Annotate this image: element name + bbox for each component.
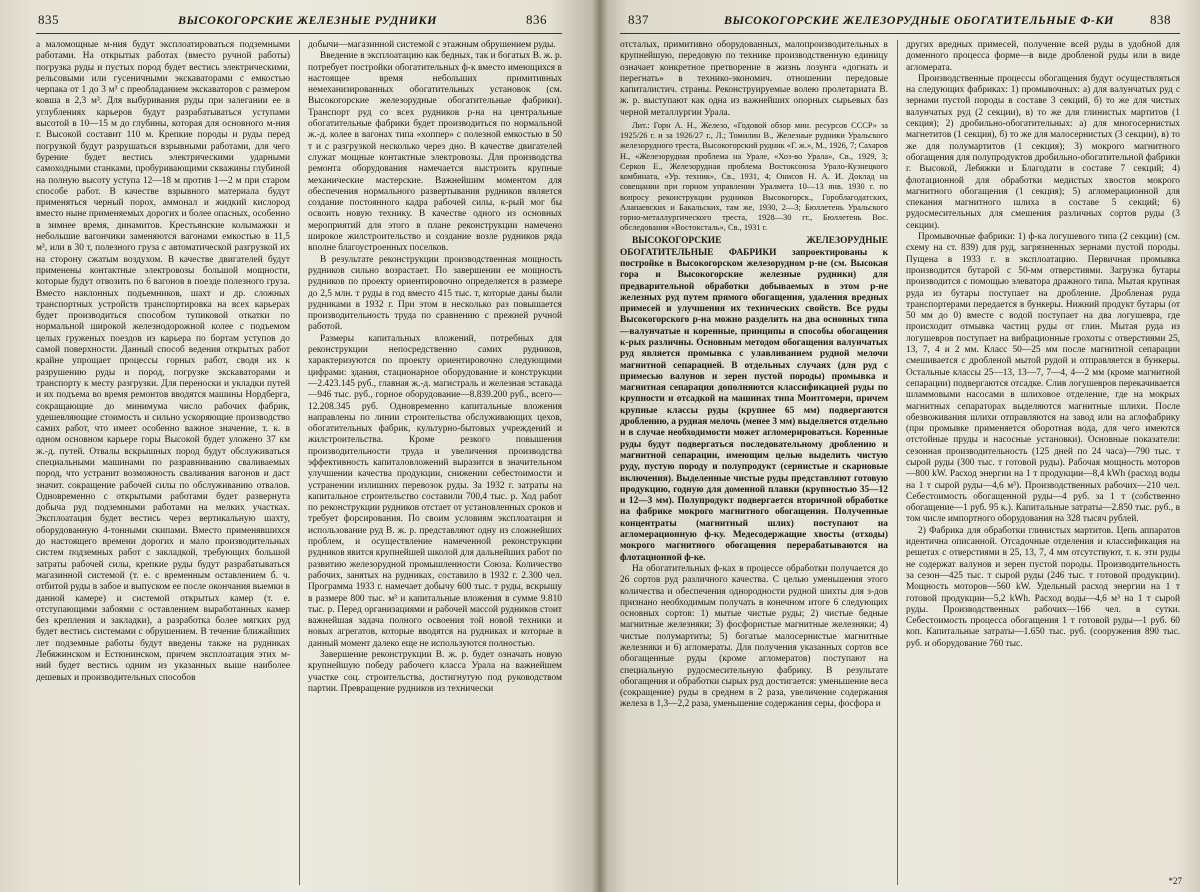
header-rule — [620, 33, 1180, 34]
column-divider — [897, 40, 898, 885]
text-column-2 — [308, 40, 562, 885]
column-divider — [299, 40, 300, 885]
signature-mark: *27 — [1168, 876, 1182, 886]
paragraph: Завершение реконструкции В. ж. р. будет означать новую крупнейшую победу рабочего класса Урала на важнейшем участке соц. строительства, достигнутую под руководством партии. Превращение рудников из технически — [308, 650, 562, 694]
right-page-header — [598, 12, 1200, 30]
book-gutter — [592, 0, 608, 892]
page-number: 838 — [1150, 12, 1171, 27]
text-column-3 — [620, 40, 888, 885]
page-number: 836 — [526, 12, 547, 27]
text-column-1 — [36, 40, 290, 885]
paragraph: Введение в эксплоатацию как бедных, так и богатых В. ж. р. потребует постройки обогатительных ф-к вместо имеющихся в настоящее время небольших примитивных немеханизированных обогатительных установок (см. Высокогорские железорудные обогатительные фабрики). Транспорт руд со всех рудников р-на на центральные обогатительные фабрики будет производиться по нормальной ж.-д. колее в вагонах типа «хоппер» с полезной емкостью в 50 т и с разгрузкой несколько через дно. В качестве двигателей служат мощные контактные электровозы. Для производства ремонта оборудования намечается выстроить крупные механические мастерские. Важнейшим моментом для обеспечения нормального развертывания рудников является создание постоянного кадра рабочей силы, к-рый мог бы освоить новую технику. В качестве одного из основных мероприятий для этого в плане реконструкции намечено широкое жилстроительство и создание возле рудников ряда вполне благоустроенных поселков. — [308, 51, 562, 254]
paragraph: Размеры капитальных вложений, потребных для реконструкции непосредственно самих рудников, характеризуются по проекту ориентировочно следующими цифрами: здания, стационарное оборудование и конструкции—2.423.145 руб., главная ж.-д. магистраль и железная эстакада—946 тыс. руб., горное оборудование—8.839.200 руб., всего—12.208.345 руб. Одновременно капитальные вложения направлены по линии строительства обслуживающих цехов, обогатительных фабрик, культурно-бытовых учреждений и жилстроительства. Кроме резкого повышения производительности труда и увеличения производства эффективность капиталовложений выразится в значительном улучшении качества продукции, снижении себестоимости и устранении излишних перевозок руды. За 1932 г. затраты на капитальное строительство составили 700,4 тыс. р. Ход работ по реконструкции рудников отстает от установленных сроков и требует форсирования. По своим условиям эксплоатация и использование руд В. ж. р. представляют одну из сложнейших проблем, и осуществление намеченной реконструкции рудников явится крупнейшей школой для дальнейших работ по развитию железорудной промышленности Союза. Количество рабочих, занятых на рудниках, составило в 1932 г. 2.300 чел. Программа 1933 г. намечает добычу 600 тыс. т руды, вскрышу в размере 800 тыс. м³ и капитальные вложения в сумме 9.810 тыс. р. Перед организациями и рабочей массой рудников стоит важнейшая задача полного освоения той новой техники и новых агрегатов, которые вводятся на рудниках и которые в данный момент далеко еще не используются полностью. — [308, 333, 562, 649]
paragraph: а маломощные м-ния будут эксплоатироваться подземными работами. На открытых работах (вместо ручной работы) погрузка руды и пустых пород будет вестись электрическими, рельсовыми или гусеничными экскаваторами с емкостью черпака от 1 до 3 м³ с преобладанием экскаваторов с размером ковша в 2,3 м³. Для выбуривания руды при залегании ее в углублениях карьеров будут разрабатываться уступами высотой в 10—15 м до глубины, которая для основного м-ния г. Высокой составит 110 м. Крепкие породы и руды перед погрузкой будут разрушаться взрывными работами, для чего бурение будет вестись электрическими ударными самоходными станками, пробуривающими скважины глубиной на полную высоту уступа 12—18 м против 1—2 м при старом способе работ. В качестве взрывного материала будут применяться черный порох, аммонал и жидкий кислород вместо ныне применяемых дорогих и более опасных, особенно в зимнее время, динамитов. Крестьянские колымажки и небольшие вагончики заменяются вагонами емкостью в 11,5 м³, или в 30 т, полезного груза с автоматической разгрузкой их на сторону сжатым воздухом. В качестве двигателей будут применены контактные электровозы большой мощности, которые будут отвозить по 6 вагонов в поезде полезного груза. Вместо наклонных подъемников, шахт и др. сложных транспортных устройств транспортировка на всех карьерах будет производиться способом тупиковой откатки по нормальной широкой железнодорожной колее с подъемом целых груженых поездов из карьера по бортам уступов до самой поверхности. Данный способ ведения открытых работ крайне упрощает процессы горных работ, сводя их к разрушению руды и пород, погрузке экскаваторами и транспорту к месту разгрузки. Для переноски и укладки путей и их подъема во время ремонтов вводятся машины Нордберга, сокращающие до минимума число рабочих фабрик, удешевляющие стоимость и сильно ускоряющие производство самих работ, что имеет особенно важное значение, т. к. в одном основном карьере горы Высокой будет уложено 37 км ж.-д. путей. Отвалы вскрышных пород будут обслуживаться специальными машинами по разравниванию сваливаемых пород, что устранит возможность сваливания вагонов и даст значит. сокращение рабочей силы по обслуживанию отвалов. Одновременно с открытыми работами будет развернута добыча руд подземными работами на мелких участках. Эксплоатация будет вестись через вертикальную шахту, оборудованную 4-тонными скипами. Вместо применявшихся до настоящего времени дорогих и мало производительных систем подземных работ с закладкой, требующих большой затраты рабочей силы, крепкие руды будут разрабатываться магазинной системой (т. е. с временным оставлением б. ч. отбитой руды в забое и выпуском ее после окончания выемки в данной камере) и системой открытых камер (т. е. отступающими забоями с оставлением выработанных камер без крепления и закладки), а разработка более мягких руд будет вестись системами с обрушением. В течение ближайших лет подземные работы будут введены также на рудниках Лебяжинском и Естюнинском, причем эксплоатация этих м-ний будет вестись одним из указанных выше наиболее дешевых и производительных способов — [36, 40, 290, 683]
article-title-paragraph: ВЫСОКОГОРСКИЕ ЖЕЛЕЗОРУДНЫЕ ОБОГАТИТЕЛЬНЫЕ ФАБРИКИ запроектированы к постройке в Высокогорском железорудном р-не (см. Высокая гора и Высокогорские железные рудники) для предварительной обработки добываемых в этом р-не железных руд путем прямого обогащения, удаления вредных примесей и улучшения их технических свойств. Все руды Высокогорского р-на можно разделить на два основных типа—валунчатые и коренные, принципы и способы обогащения к-рых различны. Основным методом обогащения валунчатых руд является промывка с улавливанием рудной мелочи магнитной сепарацией. В отдельных случаях (для руд с примесью валунов и зерен пустой породы) промывка и магнитная сепарация дополняются классификацией руды по крупности и отсадкой на машинах типа Монтгомери, причем крупные классы руды (крупнее 65 мм) подвергаются дроблению, а рудная мелочь (менее 3 мм) выделяется отдельно и в случае необходимости может агломерироваться. Коренные руды будут подвергаться последовательному дроблению и магнитной сепарации, имеющим целью выделить чистую руду, пустую породу и полупродукт (сернистые и скарновые включения). Выделенные чистые руды представляют готовую продукцию, годную для доменной плавки (крупностью 35—12 и 12—3 мм). Полупродукт подвергается вторичной обработке на фабрике мокрого магнитного обогащения. Полученные концентраты (магнитный шлих) поступают на агломерационную ф-ку. Медесодержащие хвосты (отходы) мокрого магнитного обогащения перерабатываются на флотационной ф-ке. — [620, 236, 888, 563]
paragraph: отсталых, примитивно оборудованных, малопроизводительных в крупнейшую, передовую по технике производственную единицу означает конкретное претворение в жизнь лозунга «догнать и перегнать» в технико-экономич. отношении передовые капиталистич. страны. Реконструируемые волею пролетариата В. ж. р. выступают как одна из важнейших опорных сырьевых баз черной металлургии Урала. — [620, 40, 888, 118]
right-page — [598, 0, 1200, 892]
paragraph: Производственные процессы обогащения будут осуществляться на следующих фабриках: 1) промывочных: а) для валунчатых руд с зернами пустой породы в составе 3 секций, б) то же для чистых валунчатых руд (2 секции), в) то же для глинистых мартитов (1 секция); 2) дробильно-обогатительных: а) для многосернистых магнетитов (1 секция), б) то же для малосернистых (3 секции), в) то же для полумартитов (1 секция); 3) мокрого магнитного обогащения для полупродуктов дробильно-обогатительной фабрики г. Высокой, Лебяжки и Благодати в составе 7 секций; 4) флотационной для обработки медистых хвостов мокрого магнитного обогащения (1 секция); 5) агломерационной для спекания магнитного шлиха в составе 5 секций; 6) рудосмесительных для смешения различных сортов руды (3 секции). — [906, 73, 1180, 231]
paragraph: 2) Фабрика для обработки глинистых мартитов. Цепь аппаратов идентична описанной. Отсадочные отделения и классификация на решетах с отверстиями в 25, 13, 7, 4 мм отсутствуют, т. к. эти руды не содержат валунов и зерен пустой породы. Производительность за сезон—425 тыс. т сырой руды (246 тыс. т готовой продукции). Мощность моторов—560 kW. Удельный расход энергии на 1 т готовой продукции—5,2 kWh. Расход воды—4,6 м³ на 1 т сырой руды. Производственных рабочих—166 чел. в сутки. Себестоимость процесса обогащения 1 т готовой руды—1 руб. 60 коп. Капитальные затраты—1.650 тыс. руб. (сооружения 890 тыс. руб. и оборудование 760 тыс. — [906, 525, 1180, 649]
paragraph: На обогатительных ф-ках в процессе обработки получается до 26 сортов руд различного качества. С целью уменьшения этого количества и обеспечения однородности рудной шихты для з-дов признано необходимым получать в конечном итоге 6 следующих основных сортов: 1) мытые чистые руды; 2) чистые бедные магнитные железняки; 3) фосфористые магнитные железняки; 4) чистые полумартиты; 5) богатые малосернистые магнитные железняки и 6) агломераты. Для получения указанных сортов все обогащенные руды (кроме агломератов) поступают на специальную рудосмесительную фабрику. В результате обогащения и обработки сырых руд достигается: уменьшение веса (сокращение) руды в среднем в 2 раза, увеличение содержания железа в 1,3—2,2 раза, уменьшение содержания серы, фосфора и — [620, 563, 888, 710]
running-title: ВЫСОКОГОРСКИЕ ЖЕЛЕЗНЫЕ РУДНИКИ — [178, 13, 437, 27]
paragraph: других вредных примесей, получение всей руды в удобной для доменного процесса форме—в виде дробленой руды или в виде агломерата. — [906, 40, 1180, 73]
page-number: 837 — [628, 12, 649, 27]
paragraph: В результате реконструкции производственная мощность рудников сильно возрастает. По завершении ее мощность рудников по проекту ориентировочно определяется в размере до 2,5 млн. т руды в год вместо 415 тыс. т, которые даны были рудниками в 1932 г. При этом в несколько раз повышается производительность труда по сравнению с прежней ручной работой. — [308, 254, 562, 333]
left-page-header — [0, 12, 598, 30]
page-number: 835 — [38, 12, 59, 27]
paragraph: Промывочные фабрики: 1) ф-ка логушевого типа (2 секции) (см. схему на ст. 839) для руд, загрязненных зернами пустой породы. Пущена в 1933 г. в эксплоатацию. Первичная промывка производится бутарой с 50-мм отверстиями. Загрузка бутары производится с помощью элеватора дражного типа. Мытая крупная руда из бутары поступает на дробление. Дробленая руда транспортерами передается в бункеры. Нижний продукт бутары (от 50 мм до 0) вместе с водой поступает на два логушевра, где происходит отмывка частиц руды от глин. Мытая руда из логушевров поступает на вибрационные грохоты с отверстиями 25, 13, 7, 4 и 2 мм. Класс 50—25 мм после магнитной сепарации смешивается с дробленой мытой рудой и отправляется в бункеры. Остальные классы 25—13, 13—7, 7—4, 4—2 мм (кроме магнитной сепарации) подвергаются отсадке. Слив логушевров перекачивается шламмовыми насосами в шлиховое отделение, где на мокрых магнитных сепараторах выделяются магнитные шлихи. После обезвоживания шлихи отправляются на завод или на аглофабрику (при промывке применяется оборотная вода, для чего имеются отстойные пруды и насосные установки). Основные показатели: сезонная производительность (125 дней по 24 часа)—790 тыс. т сырой руды (300 тыс. т готовой руды). Рабочая мощность моторов—800 kW. Расход энергии на 1 т продукции—8,4 kWh (расход воды на 1 т сырой руды—4,6 м³). Производственных рабочих—210 чел. Себестоимость обогащенной руды—4 руб. за 1 т (собственно обогащение—1 руб. 95 к.). Капитальные затраты—2.850 тыс. руб., в том числе импортного оборудования на 328 тысяч рублей. — [906, 232, 1180, 525]
paragraph: добычи—магазинной системой с этажным обрушением руды. — [308, 40, 556, 50]
header-rule — [36, 33, 562, 34]
bibliography: Лит.: Горн А. Н., Железо, «Годовой обзор мин. ресурсов СССР» за 1925/26 г. и за 1926/27 г., Л.; Томилин В., Железные рудники Уральского железорудного треста, Высокогорский рудник «Г. ж.», М., 1926, 7; Сахаров Н., «Железорудная проблема на Урале, «Хоз-во Урала», Св., 1929, 3; Серков Е., Железорудная проблема Востоксоюза Урало-Кузнецкого комбината, «Ур. техник», Св., 1931, 4; Онисов Н. А. И. Доклад на совещании при горном управлении Уралмета 10—13 янв. 1930 г. по вопросу реконструкции рудников Высокогорск., Гороблагодатских, Алапаевских и Бакальских, там же, 1930, 2—3; Бюллетень Уральского горно-металлургического треста, 1928—30 гг., Бюллетень Вос. обследования «Востоксталь», Св., 1931 г. — [620, 121, 888, 233]
running-title: ВЫСОКОГОРСКИЕ ЖЕЛЕЗОРУДНЫЕ ОБОГАТИТЕЛЬНЫЕ Ф-КИ — [724, 13, 1114, 27]
text-column-4 — [906, 40, 1180, 885]
left-page — [0, 0, 598, 892]
